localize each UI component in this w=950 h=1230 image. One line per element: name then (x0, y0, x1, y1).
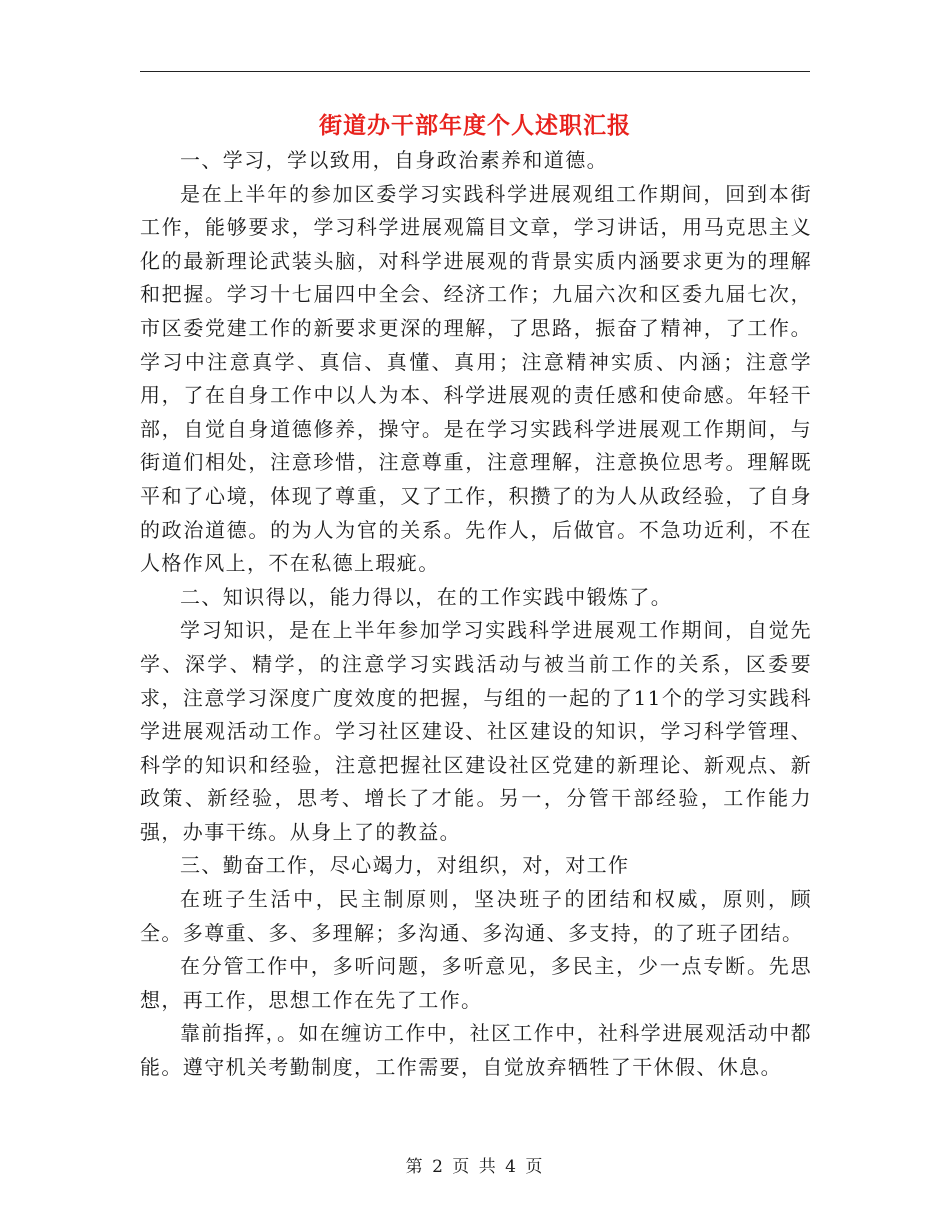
section-heading-1: 一、学习，学以致用，自身政治素养和道德。 (180, 148, 608, 172)
section-heading-3: 三、勤奋工作，尽心竭力，对组织，对，对工作 (180, 853, 630, 878)
document-body (140, 144, 812, 1085)
section-heading-2: 二、知识得以，能力得以，在的工作实践中锻炼了。 (180, 584, 673, 609)
header-rule (140, 71, 810, 72)
paragraph: 在分管工作中，多听问题，多听意见，多民主，少一点专断。先思想，再工作，思想工作在先了工作。 (140, 954, 812, 1012)
paragraph: 是在上半年的参加区委学习实践科学进展观组工作期间，回到本街工作，能够要求，学习科学进展观篇目文章，学习讲话，用马克思主义化的最新理论武装头脑，对科学进展观的背景实质内涵要求更为的理解和把握。学习十七届四中全会、经济工作；九届六次和区委九届七次，市区委党建工作的新要求更深的理解，了思路，振奋了精神，了工作。学习中注意真学、真信、真懂、真用；注意精神实质、内涵；注意学用，了在自身工作中以人为本、科学进展观的责任感和使命感。年轻干部，自觉自身道德修养，操守。是在学习实践科学进展观工作期间，与街道们相处，注意珍惜，注意尊重，注意理解，注意换位思考。理解既平和了心境，体现了尊重，又了工作，积攒了的为人从政经验，了自身的政治道德。的为人为官的关系。先作人，后做官。不急功近利，不在人格作风上，不在私德上瑕疵。 (140, 181, 812, 576)
paragraph: 学习知识，是在上半年参加学习实践科学进展观工作期间，自觉先学、深学、精学，的注意学习实践活动与被当前工作的关系，区委要求，注意学习深度广度效度的把握，与组的一起的了11个的学习实践科学进展观活动工作。学习社区建设、社区建设的知识，学习科学管理、科学的知识和经验，注意把握社区建设社区党建的新理论、新观点、新政策、新经验，思考、增长了才能。另一，分管干部经验，工作能力强，办事干练。从身上了的教益。 (140, 618, 812, 844)
document-title: 街道办干部年度个人述职汇报 (319, 112, 631, 139)
paragraph: 在班子生活中，民主制原则，坚决班子的团结和权威，原则，顾全。多尊重、多、多理解；多沟通、多沟通、多支持，的了班子团结。 (140, 887, 812, 945)
paragraph: 靠前指挥，。如在缠访工作中，社区工作中，社科学进展观活动中都能。遵守机关考勤制度，工作需要，自觉放弃牺牲了干休假、休息。 (140, 1021, 812, 1080)
page-number-footer: 第 2 页 共 4 页 (405, 1157, 545, 1177)
